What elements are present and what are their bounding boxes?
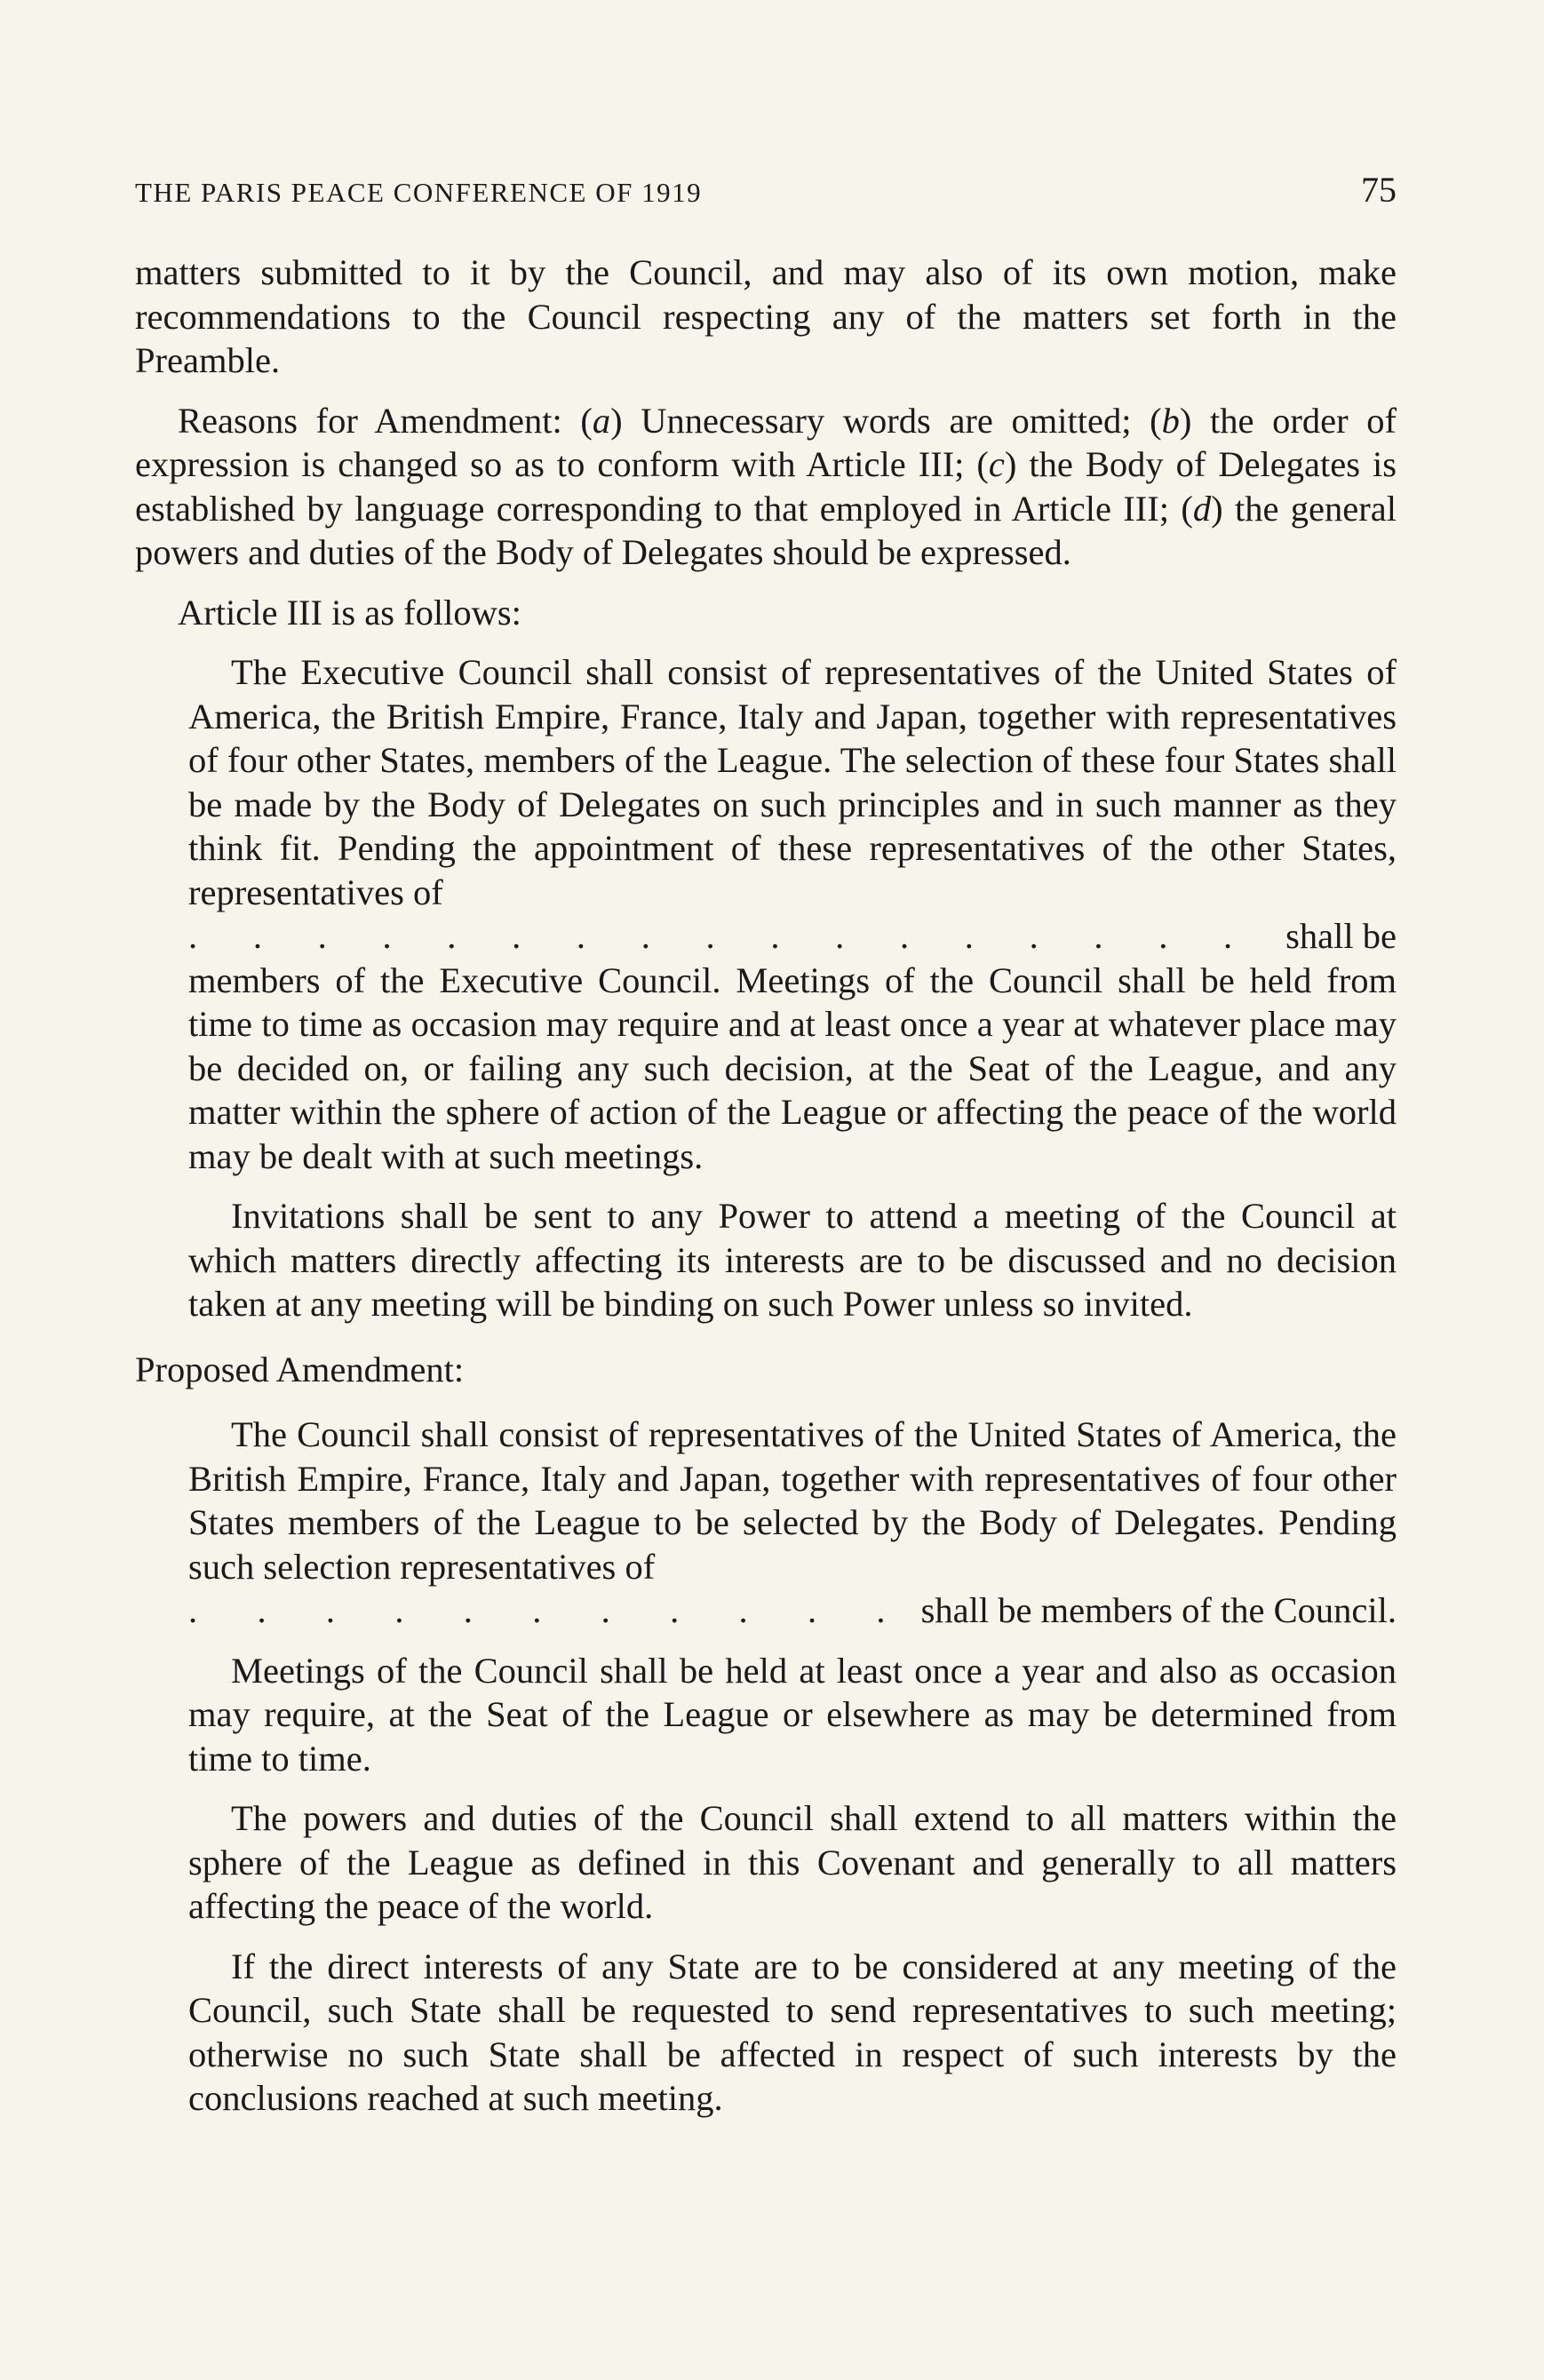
- page-header: [135, 169, 1397, 222]
- reasons-intro: Reasons for Amendment: (: [178, 400, 593, 441]
- paragraph-proposed-amendment: [135, 1348, 1397, 1392]
- reason-c-text: ) the Body of Delegates is established by language corresponding to that employed in Article III; (: [135, 444, 1397, 529]
- quote-meetings: Meetings of the Council shall be held at least once a year and also as occasion may require, at the Seat of the League or elsewhere as may be determined from time to time.: [188, 1650, 1397, 1779]
- proposed-amendment-label: Proposed Amendment:: [135, 1349, 465, 1389]
- reason-d-text: ) the general powers and duties of the Body of Delegates should be expressed.: [135, 488, 1397, 572]
- ellipsis-dots-2: . . . . . . . . . . .: [188, 1590, 886, 1630]
- quote-invitations: Invitations shall be sent to any Power to attend a meeting of the Council at which matters directly affecting its interests are to be discussed and no decision taken at any meeting will be binding on such Power unless so invited.: [188, 1196, 1397, 1324]
- running-head: THE PARIS PEACE CONFERENCE OF 1919: [135, 177, 703, 208]
- page-number: 75: [1361, 170, 1397, 210]
- ellipsis-line: [188, 914, 1397, 959]
- paragraph-continuation: matters submitted to it by the Council, and may also of its own motion, make recommendations to the Council respecting any of the matters set forth in the Preamble.: [135, 252, 1397, 380]
- ellipsis-dots: . . . . . . . . . . . . . . . . .: [188, 916, 1233, 956]
- page-body: [135, 251, 1397, 2121]
- reason-letter-a: a: [592, 400, 611, 441]
- reason-letter-b: b: [1161, 400, 1180, 441]
- reason-letter-d: d: [1192, 488, 1212, 529]
- quote-powers: The powers and duties of the Council shall extend to all matters within the sphere of the League as defined in this Covenant and generally to all matters affecting the peace of the world.: [188, 1798, 1397, 1926]
- ellipsis-line-2: [188, 1588, 1397, 1633]
- ellipsis-tail-2: shall be members of the Council.: [920, 1590, 1397, 1630]
- quote-proposed-part1: The Council shall consist of representatives of the United States of America, the British Empire, France, Italy and Japan, together with representatives of four other States members of the League to be selected by the Body of Delegates. Pending such selection representatives of: [188, 1414, 1397, 1587]
- quote-article-iii: [188, 650, 1397, 1178]
- reason-letter-c: c: [988, 444, 1005, 484]
- paragraph-article-intro: Article III is as follows:: [178, 592, 521, 633]
- quote-direct-interests: If the direct interests of any State are to be considered at any meeting of the Council, such State shall be requested to send representatives to such meeting; otherwise no such State shall be affected in respect of such interests by the conclusions reached at such meeting.: [188, 1946, 1397, 2118]
- quote-article-iii-part1: The Executive Council shall consist of representatives of the United States of America, the British Empire, France, Italy and Japan, together with representatives of four other States, members of the League. The selection of these four States shall be made by the Body of Delegates on such principles and in such manner as they think fit. Pending the appointment of these representatives of the other States, representatives of: [188, 652, 1397, 912]
- paragraph-reasons: [135, 399, 1397, 575]
- ellipsis-tail: shall be: [1285, 916, 1397, 956]
- reason-b-text: ) the order of expression is changed so as to conform with Article III; (: [135, 400, 1397, 484]
- reason-a-text: ) Unnecessary words are omitted; (: [610, 400, 1162, 441]
- quote-proposed: [188, 1413, 1397, 1633]
- quote-article-iii-part2: members of the Executive Council. Meetings of the Council shall be held from time to time as occasion may require and at least once a year at whatever place may be decided on, or failing any such decision, at the Seat of the League, and any matter within the sphere of action of the League or affecting the peace of the world may be dealt with at such meetings.: [188, 959, 1397, 1176]
